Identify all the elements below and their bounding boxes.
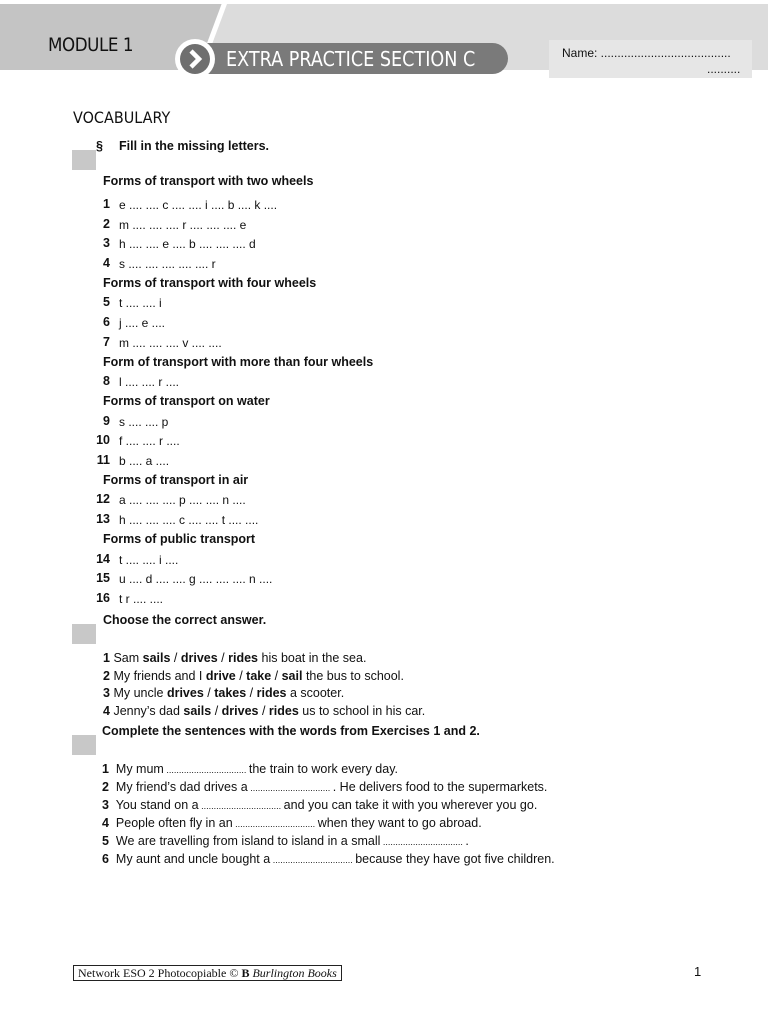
footer-text: Network ESO 2 Photocopiable © bbox=[78, 966, 242, 980]
completion-sentence bbox=[102, 762, 398, 776]
option[interactable]: take bbox=[246, 669, 272, 683]
sentence-start: Sam bbox=[113, 651, 143, 665]
item-answer[interactable]: m .... .... .... r .... .... .... e bbox=[119, 218, 247, 232]
item-answer[interactable]: l .... .... r .... bbox=[119, 375, 180, 389]
exercise-bullet: § bbox=[96, 139, 103, 153]
sentence-end: the train to work every day. bbox=[248, 762, 398, 776]
item-answer[interactable]: u .... d .... .... g .... .... .... n .... bbox=[119, 572, 273, 586]
item-number: 10 bbox=[96, 433, 110, 447]
answer-blank[interactable]: ................................ bbox=[270, 855, 356, 865]
option[interactable]: rides bbox=[268, 704, 299, 718]
option[interactable]: drives bbox=[180, 651, 218, 665]
item-answer[interactable]: t .... .... i .... bbox=[119, 553, 179, 567]
item-answer[interactable]: a .... .... .... p .... .... n .... bbox=[119, 493, 246, 507]
sentence-end: . He delivers food to the supermarkets. bbox=[332, 780, 548, 794]
sentence-end: the bus to school. bbox=[302, 669, 404, 683]
exercise-2-score-box bbox=[72, 624, 96, 644]
item-number: 6 bbox=[102, 852, 109, 866]
exercise-3-instruction: Complete the sentences with the words from Exercises 1 and 2. bbox=[102, 724, 480, 738]
module-title: MODULE 1 bbox=[48, 34, 134, 56]
item-number: 4 bbox=[102, 816, 109, 830]
item-answer[interactable]: h .... .... e .... b .... .... .... d bbox=[119, 237, 256, 251]
item-number: 1 bbox=[103, 651, 110, 665]
item-answer[interactable]: s .... .... p bbox=[119, 415, 169, 429]
sentence-start: Jenny’s dad bbox=[113, 704, 184, 718]
section-title: EXTRA PRACTICE SECTION C bbox=[226, 47, 476, 71]
sentence-start: My friend’s dad drives a bbox=[115, 780, 248, 794]
completion-sentence bbox=[102, 834, 469, 848]
sentence-end: his boat in the sea. bbox=[258, 651, 367, 665]
sentence-start: My friends and I bbox=[113, 669, 206, 683]
option[interactable]: sails bbox=[142, 651, 171, 665]
item-answer[interactable]: e .... .... c .... .... i .... b .... k .... bbox=[119, 198, 278, 212]
completion-sentence bbox=[102, 798, 537, 812]
item-answer[interactable]: f .... .... r .... bbox=[119, 434, 180, 448]
group-heading: Forms of transport with two wheels bbox=[103, 174, 314, 188]
item-number: 2 bbox=[103, 217, 110, 231]
item-answer[interactable]: m .... .... .... v .... .... bbox=[119, 336, 222, 350]
chevron-right-icon bbox=[175, 39, 215, 79]
name-field[interactable]: Name: ....................................... bbox=[562, 46, 731, 60]
vocabulary-heading: VOCABULARY bbox=[73, 108, 171, 127]
group-heading: Forms of transport in air bbox=[103, 473, 249, 487]
option[interactable]: drives bbox=[221, 704, 259, 718]
item-answer[interactable]: b .... a .... bbox=[119, 454, 170, 468]
item-number: 16 bbox=[96, 591, 110, 605]
name-field-continuation: .......... bbox=[707, 62, 741, 76]
option[interactable]: sail bbox=[281, 669, 303, 683]
item-answer[interactable]: h .... .... .... c .... .... t .... .... bbox=[119, 513, 259, 527]
answer-blank[interactable]: ................................ bbox=[380, 837, 466, 847]
group-heading: Form of transport with more than four wheels bbox=[103, 355, 374, 369]
choice-sentence: 3 My uncle drives / takes / rides a scooter. bbox=[103, 686, 345, 700]
item-number: 1 bbox=[102, 762, 109, 776]
item-number: 15 bbox=[96, 571, 110, 585]
item-answer[interactable]: s .... .... .... .... .... r bbox=[119, 257, 216, 271]
group-heading: Forms of transport on water bbox=[103, 394, 270, 408]
item-number: 12 bbox=[96, 492, 110, 506]
item-number: 5 bbox=[102, 834, 109, 848]
item-number: 13 bbox=[96, 512, 110, 526]
answer-blank[interactable]: ................................ bbox=[163, 765, 249, 775]
answer-blank[interactable]: ................................ bbox=[232, 819, 318, 829]
item-answer[interactable]: t r .... .... bbox=[119, 592, 164, 606]
item-number: 11 bbox=[96, 453, 110, 467]
exercise-1-score-box bbox=[72, 150, 96, 170]
item-number: 6 bbox=[103, 315, 110, 329]
sentence-end: . bbox=[465, 834, 469, 848]
exercise-2-instruction: Choose the correct answer. bbox=[103, 613, 267, 627]
item-number: 2 bbox=[102, 780, 109, 794]
completion-sentence bbox=[102, 816, 482, 830]
item-number: 3 bbox=[103, 236, 110, 250]
exercise-1-instruction: Fill in the missing letters. bbox=[119, 139, 270, 153]
completion-sentence bbox=[102, 780, 547, 794]
item-number: 3 bbox=[102, 798, 109, 812]
group-heading: Forms of transport with four wheels bbox=[103, 276, 317, 290]
item-number: 4 bbox=[103, 704, 110, 718]
item-answer[interactable]: t .... .... i bbox=[119, 296, 162, 310]
item-answer[interactable]: j .... e .... bbox=[119, 316, 166, 330]
option[interactable]: drive bbox=[205, 669, 236, 683]
completion-sentence bbox=[102, 852, 555, 866]
option[interactable]: rides bbox=[256, 686, 287, 700]
sentence-start: People often fly in an bbox=[115, 816, 233, 830]
item-number: 1 bbox=[103, 197, 110, 211]
item-number: 2 bbox=[103, 669, 110, 683]
item-number: 7 bbox=[103, 335, 110, 349]
item-number: 9 bbox=[103, 414, 110, 428]
footer-copyright bbox=[73, 965, 342, 981]
choice-sentence: 4 Jenny’s dad sails / drives / rides us to school in his car. bbox=[103, 704, 426, 718]
sentence-start: My uncle bbox=[113, 686, 167, 700]
item-number: 3 bbox=[103, 686, 110, 700]
sentence-end: because they have got five children. bbox=[355, 852, 555, 866]
answer-blank[interactable]: ................................ bbox=[198, 801, 284, 811]
sentence-end: and you can take it with you wherever you go. bbox=[283, 798, 538, 812]
option[interactable]: rides bbox=[228, 651, 259, 665]
publisher-name: Burlington Books bbox=[252, 966, 337, 980]
sentence-end: a scooter. bbox=[286, 686, 345, 700]
sentence-start: We are travelling from island to island in a small bbox=[115, 834, 381, 848]
sentence-end: us to school in his car. bbox=[298, 704, 426, 718]
answer-blank[interactable]: ................................ bbox=[247, 783, 333, 793]
sentence-start: You stand on a bbox=[115, 798, 199, 812]
option[interactable]: sails bbox=[183, 704, 212, 718]
choice-sentence: 1 Sam sails / drives / rides his boat in the sea. bbox=[103, 651, 367, 665]
group-heading: Forms of public transport bbox=[103, 532, 256, 546]
option[interactable]: drives bbox=[166, 686, 204, 700]
publisher-logo: B bbox=[241, 966, 250, 980]
option[interactable]: takes bbox=[214, 686, 247, 700]
item-number: 4 bbox=[103, 256, 110, 270]
sentence-end: when they want to go abroad. bbox=[317, 816, 482, 830]
item-number: 8 bbox=[103, 374, 110, 388]
sentence-start: My mum bbox=[115, 762, 164, 776]
exercise-3-score-box bbox=[72, 735, 96, 755]
choice-sentence: 2 My friends and I drive / take / sail the bus to school. bbox=[103, 669, 404, 683]
sentence-start: My aunt and uncle bought a bbox=[115, 852, 271, 866]
item-number: 5 bbox=[103, 295, 110, 309]
page-number: 1 bbox=[694, 964, 702, 979]
item-number: 14 bbox=[96, 552, 110, 566]
